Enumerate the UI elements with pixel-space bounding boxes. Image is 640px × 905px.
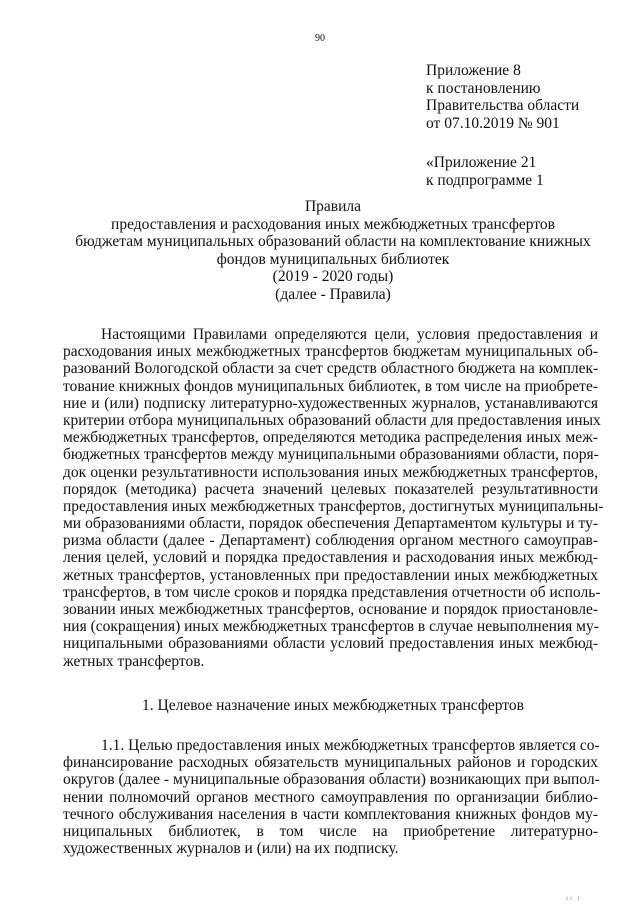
document-title (0, 198, 640, 304)
text-line: ниципальными образованиями области условий предоставления иных межбюд- (63, 635, 598, 653)
text-line: критерии отбора муниципальных образований области для предоставления иных (63, 411, 601, 429)
text-line: предоставления иных межбюджетных трансфертов, достигнутых муниципальны- (63, 497, 604, 515)
text-line: расходования иных межбюджетных трансфертов бюджетам муниципальных об- (63, 343, 598, 361)
text-line: ние и (или) подписку литературно-художественных журналов, устанавливаются (63, 394, 598, 412)
text-line: ления целей, условий и порядка предоставления и расходования иных межбюд- (63, 549, 598, 567)
text-line: межбюджетных трансфертов, определяются методика распределения иных меж- (63, 429, 598, 447)
appendix-line: от 07.10.2019 № 901 (426, 114, 560, 132)
text-line: ми образованиями области, порядок обеспечения Департаментом культуры и ту- (63, 515, 598, 533)
intro-paragraph (63, 326, 604, 670)
text-line: ниципальных библиотек, в том числе на приобретение литературно- (63, 822, 598, 840)
text-line: художественных журналов и (или) на их подписку. (63, 840, 399, 858)
appendix-line: Приложение 8 (426, 62, 521, 79)
text-line: тование книжных фондов муниципальных библиотек, в том числе на приобрете- (63, 377, 598, 395)
title-line: Правила (304, 198, 362, 215)
section-heading: 1. Целевое назначение иных межбюджетных трансфертов (142, 697, 524, 714)
text-line: нении полномочий органов местного самоуправления по организации библио- (63, 788, 598, 806)
text-line: ния (сокращения) иных межбюджетных трансфертов в случае невыполнения му- (63, 618, 599, 636)
text-line: течного обслуживания населения в части комплектования книжных фондов му- (63, 805, 598, 823)
appendix-block (426, 62, 579, 132)
title-line: фондов муниципальных библиотек (216, 250, 450, 268)
title-line: бюджетам муниципальных образований области на комплектование книжных (75, 233, 591, 251)
text-line: док оценки результативности использования иных межбюджетных трансфертов, (63, 463, 598, 481)
text-line: финансирование расходных обязательств муниципальных районов и городских (63, 754, 598, 772)
page-number: 90 (315, 33, 325, 44)
title-line: (далее - Правила) (275, 285, 391, 303)
text-line: зовании иных межбюджетных трансфертов, основание и порядок приостановле- (63, 601, 598, 618)
text-line: трансфертов, в том числе сроков и порядка представления отчетности об исполь- (63, 583, 601, 601)
title-line: (2019 - 2020 годы) (272, 268, 394, 286)
text-line: Настоящими Правилами определяются цели, условия предоставления и (101, 326, 598, 343)
appendix-block-2 (426, 154, 544, 189)
appendix2-line: «Приложение 21 (426, 154, 537, 171)
appendix2-line: к подпрограмме 1 (426, 171, 544, 189)
text-line: жетных трансфертов, установленных при предоставлении иных межбюджетных (63, 566, 598, 584)
text-line: округов (далее - муниципальные образования области) возникающих при выпол- (63, 771, 600, 789)
title-line: предоставления и расходования иных межбюджетных трансфертов (111, 215, 555, 233)
text-line: 1.1. Целью предоставления иных межбюджетных трансфертов является со- (101, 737, 600, 754)
text-line: порядок (методика) расчета значений целевых показателей результативности (63, 480, 598, 498)
text-line: бюджетных трансфертов между муниципальными образованиями области, поря- (63, 446, 599, 464)
text-line: ризма области (далее - Департамент) соблюдения органом местного самоуправ- (63, 532, 598, 550)
text-line: жетных трансфертов. (63, 652, 205, 670)
text-line: разований Вологодской области за счет средств областного бюджета на комплек- (63, 360, 599, 378)
footer-mark: ıı ı (566, 894, 582, 902)
appendix-line: к постановлению (426, 79, 541, 97)
section1-paragraph (63, 737, 598, 857)
appendix-line: Правительства области (426, 97, 580, 115)
